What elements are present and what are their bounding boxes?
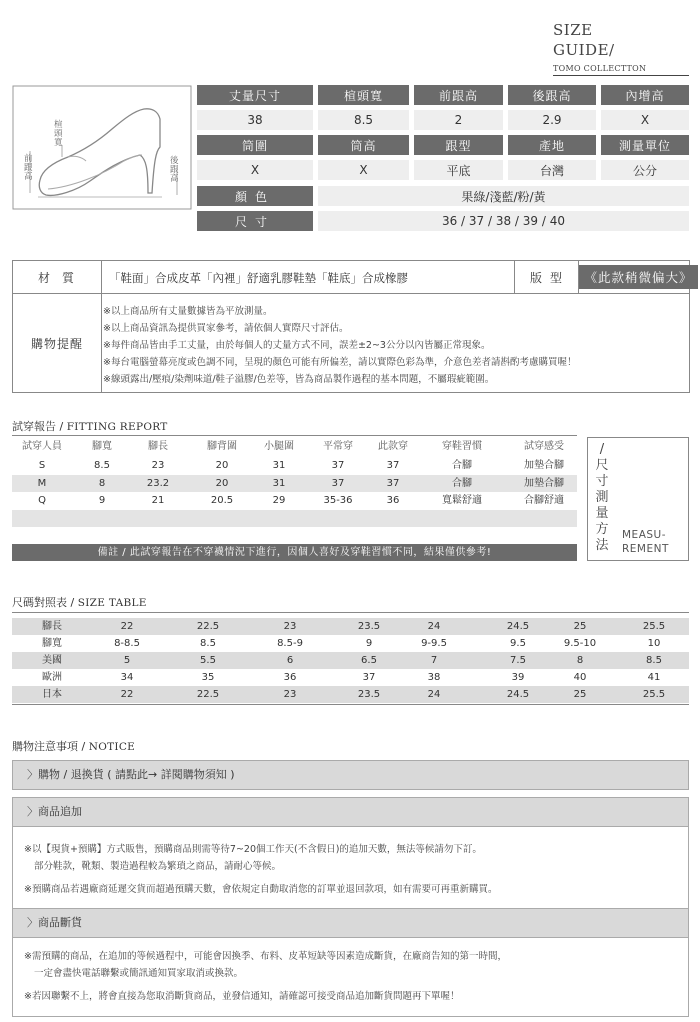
- size-cell: 35: [201, 672, 215, 683]
- out-of-stock-notes: [12, 948, 689, 1005]
- header-divider: [553, 75, 689, 76]
- size-cell: 40: [573, 672, 587, 683]
- material-table: [12, 260, 693, 393]
- fit-cell: M: [37, 478, 47, 489]
- fitting-header-row: [12, 438, 577, 456]
- measurement-method-box: [587, 437, 689, 561]
- notice-title-cn: 購物注意事項: [12, 740, 78, 753]
- fit-cell: 37: [386, 460, 400, 471]
- toe-width-label: 楦頭寬: [54, 120, 63, 148]
- fitting-row-q: [12, 492, 577, 510]
- reminder-note: ※線頭露出/壓痕/染劑味道/鞋子溢膠/色差等，皆為商品製作過程的基本問題，不屬瑕疵範圍。: [103, 374, 495, 385]
- brand-subtitle: TOMO COLLECTTON: [553, 64, 647, 73]
- spec-header-origin: 產地: [508, 135, 596, 155]
- reminder-note: ※每台電腦螢幕亮度或色調不同，呈現的顏色可能有所偏差，請以實際色彩為準，介意色差者請斟酌考慮購買喔！: [103, 357, 577, 368]
- measure-char: 寸: [595, 474, 609, 489]
- size-row-foot-length: [12, 618, 689, 635]
- fit-col-habit: 穿鞋習慣: [442, 441, 482, 452]
- fit-cell: 23.2: [146, 478, 170, 489]
- reminder-separator: [101, 294, 102, 392]
- size-table-bottom-line: [12, 704, 689, 705]
- fit-cell: 20: [215, 478, 229, 489]
- spec-value-origin: 台灣: [508, 160, 596, 180]
- fit-col-length: 腳長: [148, 441, 168, 452]
- title-slash: /: [59, 420, 67, 433]
- fit-cell: 9: [98, 495, 106, 506]
- size-cell: 8.5: [200, 638, 216, 649]
- size-cell: 5.5: [200, 655, 216, 666]
- shopping-reminder-label: 購物提醒: [30, 336, 83, 351]
- size-row-label: 歐洲: [42, 672, 62, 683]
- size-row-label: 腳長: [42, 621, 62, 632]
- restock-notes: [12, 841, 689, 898]
- size-row-us: [12, 652, 689, 669]
- fit-cell: 20: [215, 460, 229, 471]
- material-row: [13, 261, 693, 294]
- spec-value-front-heel: 2: [414, 110, 503, 130]
- fitting-top-line: [12, 435, 577, 436]
- fit-cell: 8: [98, 478, 106, 489]
- material-label: 材質: [37, 271, 86, 285]
- measure-char: 尺: [595, 458, 609, 473]
- spec-header-unit: 測量單位: [601, 135, 689, 155]
- spec-value-heel-type: 平底: [414, 160, 503, 180]
- restock-note: ※以【現貨+預購】方式販售，預購商品則需等待7~20個工作天(不含假日)的追加天數，無法等候請勿下訂。: [24, 844, 482, 855]
- title-slash: /: [70, 596, 78, 609]
- size-cell: 7.5: [510, 655, 526, 666]
- out-of-stock-note: 一定會盡快電話聯繫或簡訊通知買家取消或換款。: [34, 968, 244, 979]
- fit-value-badge: 《此款稍微偏大》: [579, 265, 698, 289]
- fit-cell: 20.5: [210, 495, 234, 506]
- size-row-eu: [12, 669, 689, 686]
- shoe-illustration: [12, 85, 192, 210]
- spec-value-color: 果綠/淺藍/粉/黃: [318, 186, 689, 206]
- shoe-diagram: [12, 85, 192, 210]
- fit-cell: 8.5: [94, 460, 110, 471]
- size-cell: 9.5: [510, 638, 526, 649]
- spec-value-inner-lift: X: [601, 110, 689, 130]
- size-cell: 9: [365, 638, 373, 649]
- measure-char: 法: [595, 538, 609, 553]
- spec-value-back-heel: 2.9: [508, 110, 596, 130]
- fit-label: 版型: [529, 271, 570, 285]
- spec-value-shaft-height: X: [318, 160, 409, 180]
- title-slash: /: [81, 740, 89, 753]
- spec-value-measure-size: 38: [197, 110, 313, 130]
- spec-header-measure-size: 丈量尺寸: [197, 85, 313, 105]
- fitting-empty-row: [12, 510, 577, 527]
- notice-title-en: NOTICE: [88, 741, 136, 753]
- fitting-report-title: [12, 418, 168, 434]
- size-row-label: 日本: [42, 689, 62, 700]
- fit-col-width: 腳寬: [92, 441, 112, 452]
- size-cell: 23: [283, 621, 297, 632]
- back-heel-label: 後跟高: [170, 156, 179, 184]
- out-of-stock-section-header: 〉商品斷貨: [12, 908, 689, 938]
- size-cell: 22: [120, 621, 134, 632]
- size-guide-title-line1: SIZE: [553, 21, 593, 39]
- fit-cell: 加墊合腳: [524, 460, 564, 471]
- measure-en-line1: MEASU-: [622, 529, 667, 541]
- size-cell: 22: [120, 689, 134, 700]
- measure-en-line2: REMENT: [622, 543, 669, 555]
- size-cell: 8.5: [646, 655, 662, 666]
- notice-title: [12, 738, 135, 754]
- spec-header-front-heel: 前跟高: [414, 85, 503, 105]
- restock-note: ※預購商品若遇廠商延遲交貨而超過預購天數，會依規定自動取消您的訂單並退回款項，如有需要可再重新購買。: [24, 884, 498, 895]
- shopping-reminder-notes: [103, 303, 576, 388]
- out-of-stock-note: ※需預購的商品，在追加的等候過程中，可能會因換季、布料、皮革短缺等因素造成斷貨，在廠商告知的第一時間，: [24, 951, 507, 962]
- measure-char: 測: [595, 490, 609, 505]
- spec-value-size: 36 / 37 / 38 / 39 / 40: [318, 211, 689, 231]
- size-cell: 9-9.5: [421, 638, 447, 649]
- fit-cell: 合腳: [452, 478, 472, 489]
- size-cell: 8: [576, 655, 584, 666]
- front-heel-label: 前跟高: [24, 154, 33, 182]
- fitting-row-m: [12, 475, 577, 493]
- measurement-en-label: [622, 528, 669, 556]
- size-cell: 34: [120, 672, 134, 683]
- measure-char: 量: [595, 506, 609, 521]
- fit-cell: 35-36: [323, 495, 353, 506]
- size-cell: 22.5: [196, 621, 220, 632]
- purchase-return-link[interactable]: 〉購物 / 退換貨 ( 請點此→ 詳閱購物須知 ): [12, 760, 689, 790]
- size-cell: 41: [647, 672, 661, 683]
- size-cell: 23.5: [357, 689, 381, 700]
- size-cell: 10: [647, 638, 661, 649]
- fit-col-this: 此款穿: [378, 441, 408, 452]
- size-row-jp: [12, 686, 689, 703]
- size-cell: 24: [427, 621, 441, 632]
- size-guide-title-line2: GUIDE/: [553, 41, 615, 59]
- fit-cell: 23: [151, 460, 165, 471]
- size-table-top-line: [12, 612, 689, 613]
- size-cell: 37: [362, 672, 376, 683]
- size-cell: 8.5-9: [277, 638, 303, 649]
- size-cell: 9.5-10: [563, 638, 597, 649]
- fit-cell: 31: [272, 478, 286, 489]
- spec-header-inner-lift: 內增高: [601, 85, 689, 105]
- size-row-foot-width: [12, 635, 689, 652]
- restock-section-header: 〉商品追加: [12, 797, 689, 827]
- fit-col-feel: 試穿感受: [524, 441, 564, 452]
- fitting-row-s: [12, 457, 577, 475]
- fit-cell: 合腳舒適: [524, 495, 564, 506]
- size-cell: 25.5: [642, 689, 666, 700]
- size-table-title-cn: 尺碼對照表: [12, 596, 67, 609]
- spec-value-toe-width: 8.5: [318, 110, 409, 130]
- fit-cell: 加墊合腳: [524, 478, 564, 489]
- spec-header-back-heel: 後跟高: [508, 85, 596, 105]
- size-cell: 5: [123, 655, 131, 666]
- fit-cell: 36: [386, 495, 400, 506]
- size-cell: 6: [286, 655, 294, 666]
- restock-note: 部分鞋款，靴類、製造過程較為繁瑣之商品，請耐心等候。: [34, 861, 282, 872]
- size-cell: 25: [573, 621, 587, 632]
- reminder-note: ※每件商品皆由手工丈量，由於每個人的丈量方式不同，誤差±2~3公分以內皆屬正常現象。: [103, 340, 491, 351]
- spec-header-toe-width: 楦頭寬: [318, 85, 409, 105]
- size-cell: 22.5: [196, 689, 220, 700]
- fit-cell: 31: [272, 460, 286, 471]
- fit-cell: 37: [331, 478, 345, 489]
- size-cell: 25.5: [642, 621, 666, 632]
- fit-col-instep: 腳背圍: [207, 441, 237, 452]
- fit-cell: 37: [331, 460, 345, 471]
- fit-cell: 合腳: [452, 460, 472, 471]
- size-cell: 8-8.5: [114, 638, 140, 649]
- size-cell: 7: [430, 655, 438, 666]
- material-value: 「鞋面」合成皮革「內裡」舒適乳膠鞋墊「鞋底」合成橡膠: [109, 270, 408, 285]
- reminder-note: ※以上商品資訊為提供買家參考，請依個人實際尺寸評估。: [103, 323, 349, 334]
- spec-value-unit: 公分: [601, 160, 689, 180]
- measurement-vertical-title: [594, 442, 610, 554]
- size-cell: 25: [573, 689, 587, 700]
- fit-cell: 29: [272, 495, 286, 506]
- size-guide-title: [553, 20, 615, 60]
- measure-char: 方: [595, 522, 609, 537]
- size-cell: 38: [427, 672, 441, 683]
- size-cell: 39: [511, 672, 525, 683]
- fit-col-calf: 小腿圍: [264, 441, 294, 452]
- size-cell: 6.5: [361, 655, 377, 666]
- fit-cell: S: [38, 460, 46, 471]
- spec-header-shaft-circ: 筒圍: [197, 135, 313, 155]
- spec-header-shaft-height: 筒高: [318, 135, 409, 155]
- size-cell: 36: [283, 672, 297, 683]
- fit-cell: Q: [38, 495, 46, 506]
- spec-header-color: 顏色: [197, 186, 313, 206]
- spec-value-shaft-circ: X: [197, 160, 313, 180]
- size-row-label: 美國: [42, 655, 62, 666]
- fit-col-person: 試穿人員: [22, 441, 62, 452]
- size-cell: 24.5: [506, 689, 530, 700]
- size-row-label: 腳寬: [42, 638, 62, 649]
- fitting-note-bar: 備註 / 此試穿報告在不穿襪情況下進行，因個人喜好及穿鞋習慣不同，結果僅供參考!: [12, 544, 577, 561]
- size-cell: 24: [427, 689, 441, 700]
- measure-char: /: [599, 442, 605, 457]
- fit-cell: 37: [386, 478, 400, 489]
- size-cell: 24.5: [506, 621, 530, 632]
- size-table-title: [12, 594, 147, 610]
- fitting-title-cn: 試穿報告: [12, 420, 56, 433]
- spec-header-heel-type: 跟型: [414, 135, 503, 155]
- size-cell: 23.5: [357, 621, 381, 632]
- size-table-title-en: SIZE TABLE: [77, 597, 147, 609]
- out-of-stock-note: ※若因聯繫不上，將會直接為您取消斷貨商品，並發信通知，請確認可接受商品追加斷貨問題再下單喔！: [24, 991, 460, 1002]
- fit-cell: 寬鬆舒適: [442, 495, 482, 506]
- fitting-title-en: FITTING REPORT: [66, 421, 168, 433]
- fit-col-usual: 平常穿: [323, 441, 353, 452]
- fit-cell: 21: [151, 495, 165, 506]
- size-cell: 23: [283, 689, 297, 700]
- reminder-note: ※以上商品所有丈量數據皆為平放測量。: [103, 306, 273, 317]
- spec-header-size: 尺寸: [197, 211, 313, 231]
